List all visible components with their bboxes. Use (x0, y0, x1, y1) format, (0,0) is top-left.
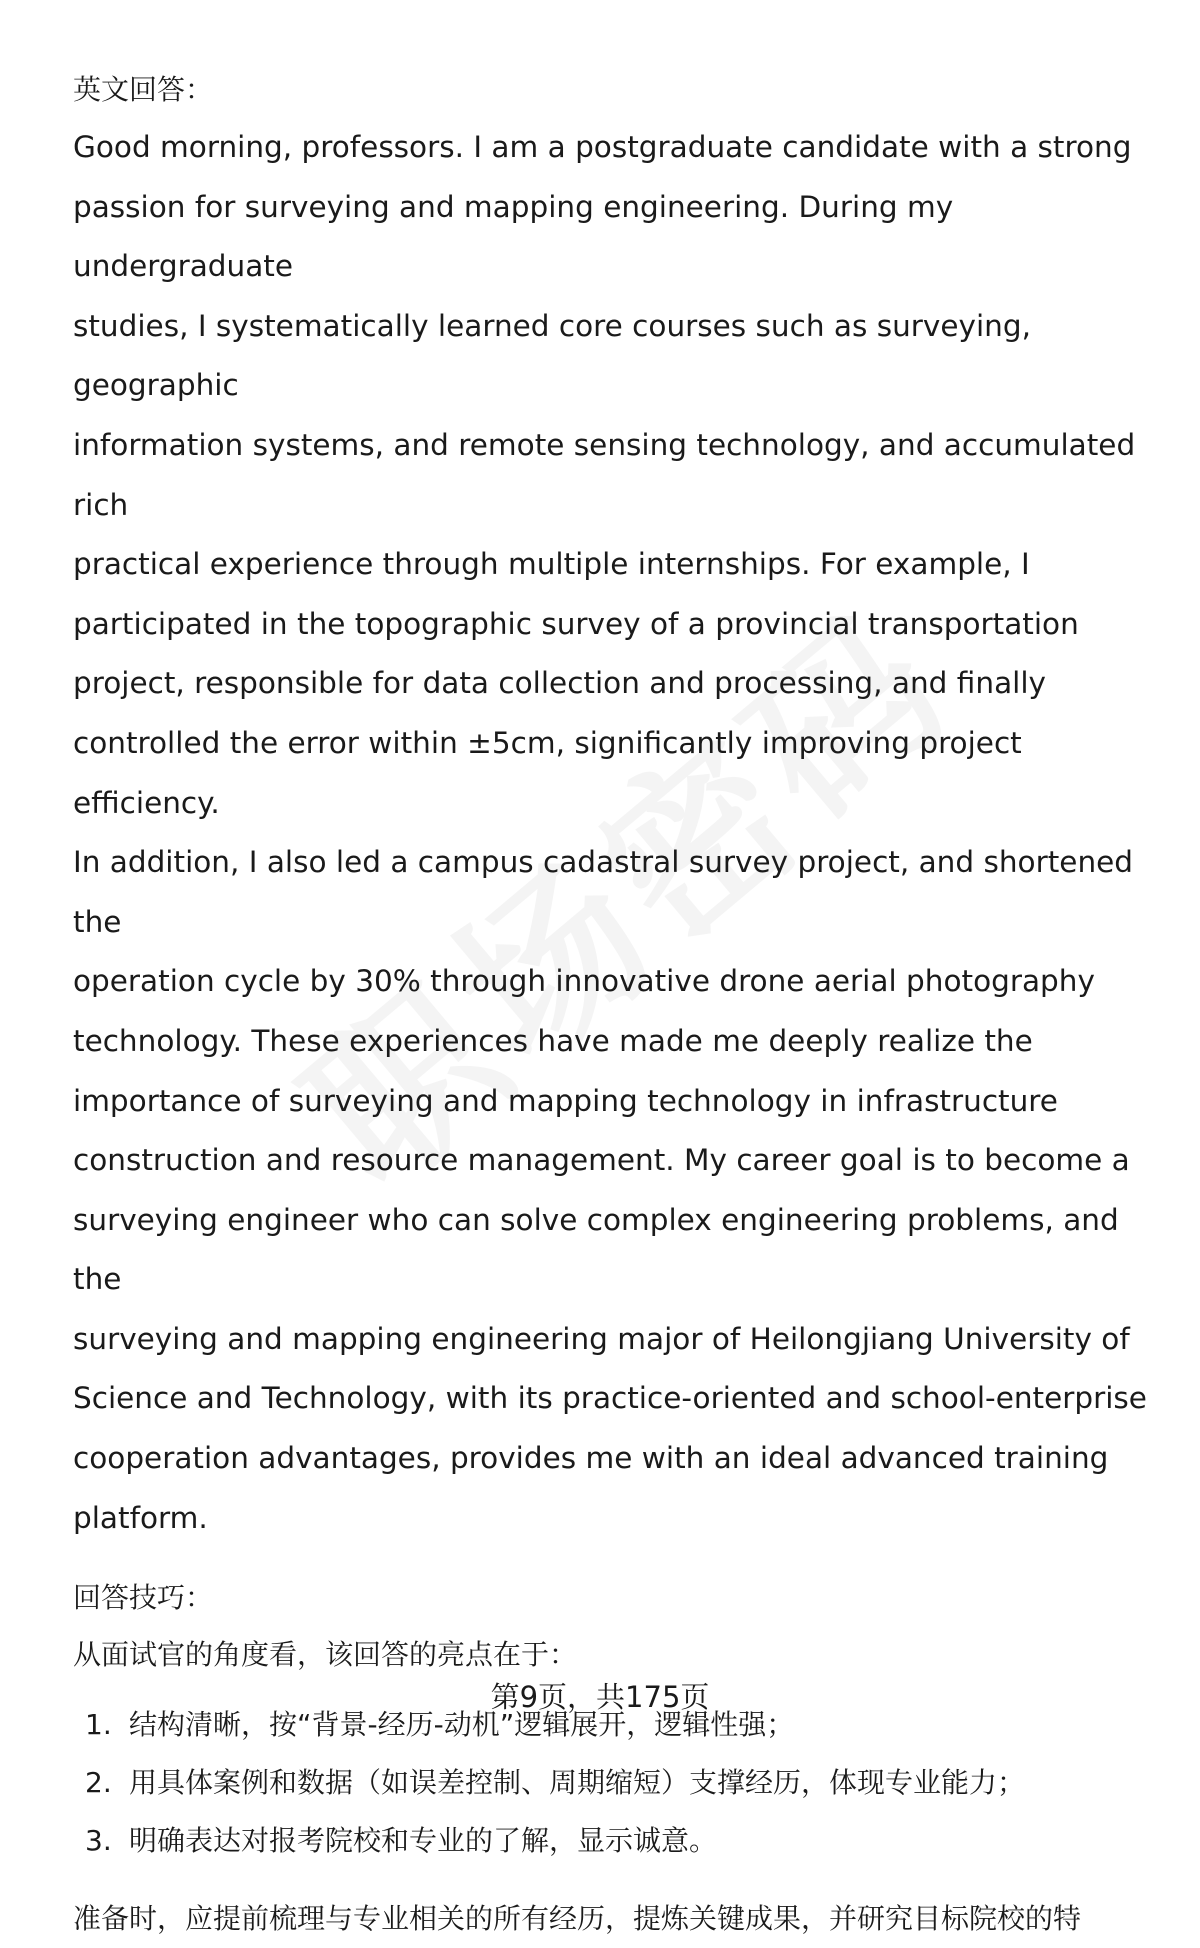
tips-list (73, 1696, 1153, 1870)
list-number: 3. (85, 1824, 112, 1858)
tips-intro: 从面试官的角度看，该回答的亮点在于： (73, 1638, 578, 1672)
list-item (73, 1754, 1153, 1812)
preparation-text: 准备时，应提前梳理与专业相关的所有经历，提炼关键成果，并研究目标院校的特 (73, 1902, 1082, 1936)
list-number: 2. (85, 1766, 112, 1800)
list-number: 1. (85, 1708, 112, 1742)
answer-heading: 英文回答： (73, 73, 214, 106)
list-item (73, 1812, 1153, 1870)
list-item-text: 明确表达对报考院校和专业的了解，显示诚意。 (129, 1824, 718, 1858)
page-number-footer: 第9页，共175页 (490, 1680, 710, 1714)
english-answer-text: Good morning, professors. I am a postgraduate candidate with a strong passion for surveying and mapping engineering. During my undergraduate studies, I systematically learned core courses such as surveying, geographic information systems, and remote sensing technology, and accumulated rich practical experience through multiple internships. For example, I participated in the topographic survey of a provincial transportation project, responsible for data collection and processing, and finally controlled the error within ±5cm, significantly improving project efficiency. In addition, I also led a campus cadastral survey project, and shortened the operation cycle by 30% through innovative drone aerial photography technology. These experiences have made me deeply realize the importance of surveying and mapping technology in infrastructure construction and resource management. My career goal is to become a surveying engineer who can solve complex engineering problems, and the surveying and mapping engineering major of Heilongjiang University of Science and Technology, with its practice-oriented and school-enterprise cooperation advantages, provides me with an ideal advanced training platform. (73, 130, 1147, 1535)
list-item-text: 结构清晰，按“背景-经历-动机”逻辑展开，逻辑性强； (129, 1708, 795, 1742)
list-item-text: 用具体案例和数据（如误差控制、周期缩短）支撑经历，体现专业能力； (129, 1766, 1026, 1800)
tips-heading: 回答技巧： (73, 1581, 214, 1615)
page-content (73, 62, 1153, 1948)
